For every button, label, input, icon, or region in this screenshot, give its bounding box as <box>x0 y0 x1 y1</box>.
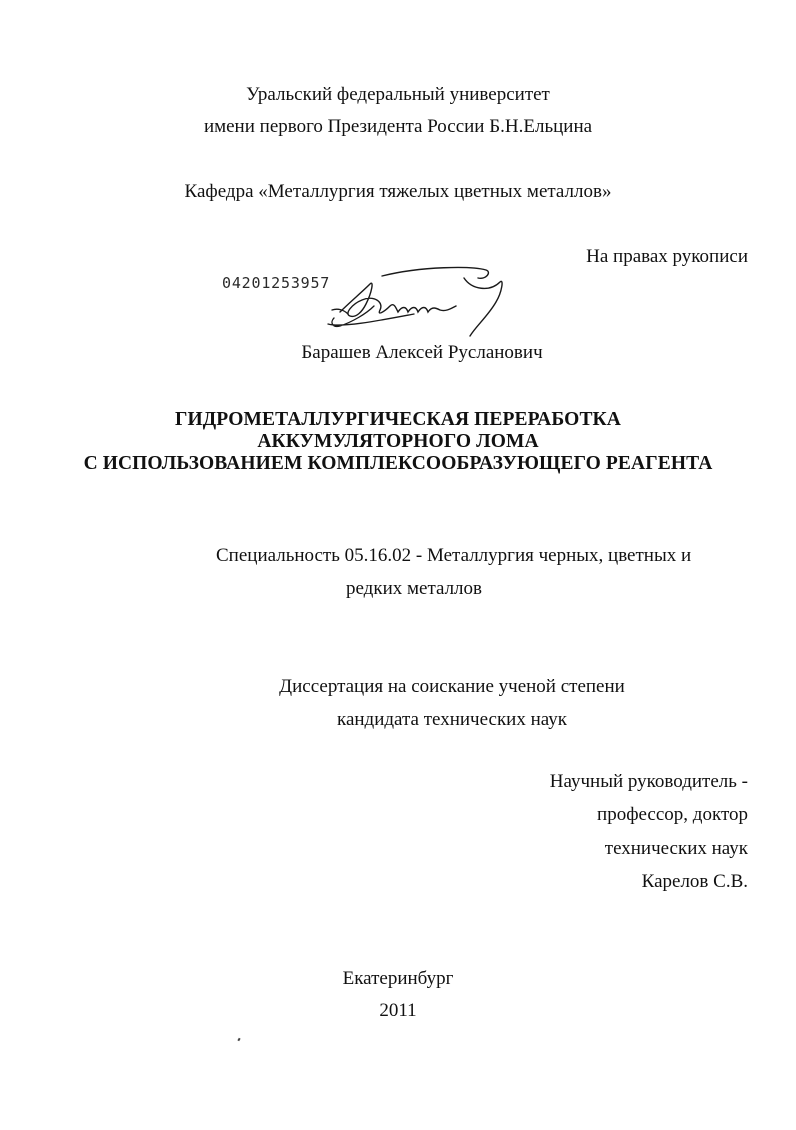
author-name: Барашев Алексей Русланович <box>301 342 543 363</box>
supervisor-name: Карелов С.В. <box>641 871 748 892</box>
supervisor-role: Научный руководитель - <box>549 771 748 792</box>
university-name-line1: Уральский федеральный университет <box>246 84 550 105</box>
degree-line1: Диссертация на соискание ученой степени <box>279 676 625 697</box>
supervisor-title: профессор, доктор <box>597 804 748 825</box>
university-name-line2: имени первого Президента России Б.Н.Ельцина <box>203 116 593 137</box>
registration-number: 04201253957 <box>222 274 331 292</box>
city: Екатеринбург <box>342 968 454 989</box>
scan-speck <box>237 1038 240 1042</box>
author-signature <box>322 262 512 344</box>
manuscript-note: На правах рукописи <box>586 246 748 267</box>
department-name: Кафедра «Металлургия тяжелых цветных металлов» <box>184 181 612 202</box>
degree-line2: кандидата технических наук <box>337 709 567 730</box>
year: 2011 <box>379 1000 417 1021</box>
title-line2: АККУМУЛЯТОРНОГО ЛОМА <box>257 431 539 452</box>
specialty-line1: Специальность 05.16.02 - Металлургия черных, цветных и <box>216 545 692 566</box>
title-line1: ГИДРОМЕТАЛЛУРГИЧЕСКАЯ ПЕРЕРАБОТКА <box>175 409 621 430</box>
title-line3: С ИСПОЛЬЗОВАНИЕМ КОМПЛЕКСООБРАЗУЮЩЕГО РЕАГЕНТА <box>83 453 713 474</box>
supervisor-degree: технических наук <box>604 838 748 859</box>
specialty-line2: редких металлов <box>345 578 483 599</box>
